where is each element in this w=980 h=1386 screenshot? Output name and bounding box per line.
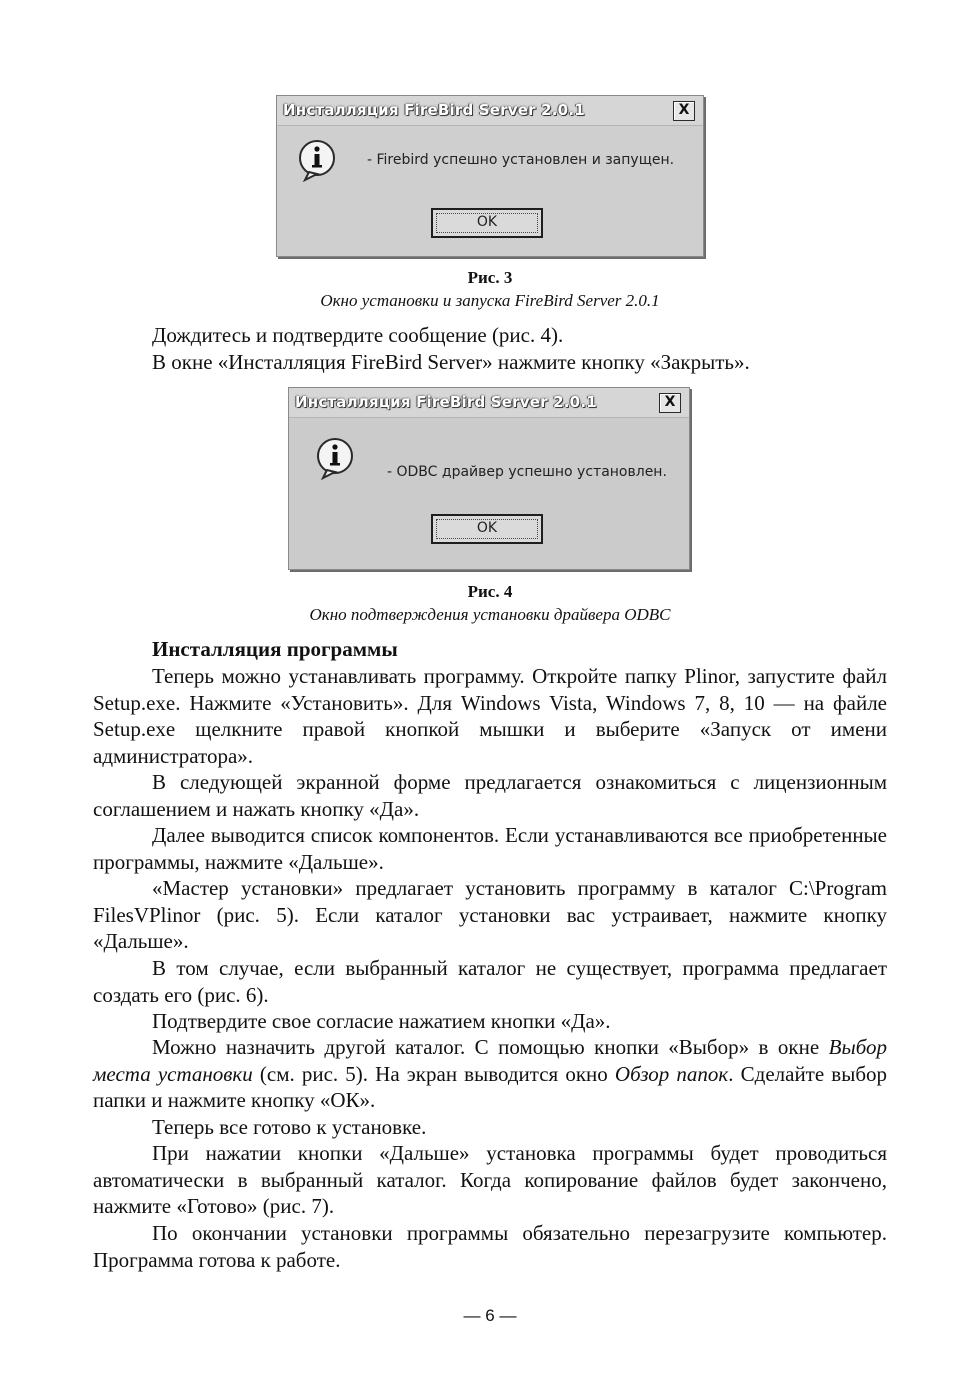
figure-4-caption: Окно подтверждения установки драйвера ODBC: [309, 605, 671, 624]
instruction-line-2: В окне «Инсталляция FireBird Server» нажмите кнопку «Закрыть».: [152, 350, 750, 374]
paragraph-2: В следующей экранной форме предлагается ознакомиться с лицензионным соглашением и нажать кнопку «Да».: [93, 770, 887, 821]
dialog-title: Инсталляция FireBird Server 2.0.1: [283, 101, 585, 119]
paragraph-3: Далее выводится список компонентов. Если устанавливаются все приобретенные программы, нажмите «Дальше».: [93, 823, 887, 874]
paragraph-7: [93, 1034, 887, 1114]
paragraph-7-emphasis-1: Выбор места установки: [93, 1035, 887, 1086]
paragraph-5: В том случае, если выбранный каталог не существует, программа предлагает создать его (рис. 6).: [93, 956, 887, 1007]
paragraph-7-part-a: Можно назначить другой каталог. С помощью кнопки «Выбор» в окне: [152, 1035, 829, 1059]
paragraph-6: Подтвердите свое согласие нажатием кнопки «Да».: [152, 1009, 611, 1033]
close-button[interactable]: X: [673, 101, 695, 121]
paragraph-10: По окончании установки программы обязательно перезагрузите компьютер. Программа готова к работе.: [93, 1221, 887, 1272]
dialog-figure-4: [288, 387, 690, 570]
dialog-title: Инсталляция FireBird Server 2.0.1: [295, 393, 597, 411]
paragraph-9: При нажатии кнопки «Дальше» установка программы будет проводиться автоматически в выбранный каталог. Когда копирование файлов будет закончено, нажмите «Готово» (рис. 7).: [93, 1141, 887, 1218]
dialog-titlebar: [289, 388, 689, 418]
page-number: — 6 —: [463, 1306, 517, 1325]
figure-3-caption: Окно установки и запуска FireBird Server 2.0.1: [320, 291, 660, 310]
ok-button[interactable]: OK: [431, 208, 543, 238]
paragraph-1: Теперь можно устанавливать программу. Откройте папку Plinor, запустите файл Setup.exe. Нажмите «Установить». Для Windows Vista, Windows 7, 8, 10 — на файле Setup.exe щелкните правой кнопкой мышки и выберите «Запуск от имени администратора».: [93, 664, 887, 768]
section-heading: Инсталляция программы: [152, 637, 398, 661]
info-icon: [295, 138, 339, 182]
paragraph-4: «Мастер установки» предлагает установить программу в каталог C:\Program FilesVPlinor (рис. 5). Если каталог установки вас устраивает, нажмите кнопку «Дальше».: [93, 876, 887, 953]
figure-4-number: Рис. 4: [467, 582, 513, 601]
info-icon: [313, 436, 357, 480]
close-button[interactable]: X: [659, 393, 681, 413]
paragraph-8: Теперь все готово к установке.: [152, 1115, 427, 1139]
ok-button[interactable]: OK: [431, 514, 543, 544]
dialog-figure-3: [276, 95, 704, 257]
instruction-line-1: Дождитесь и подтвердите сообщение (рис. 4).: [152, 323, 564, 347]
dialog-message: - Firebird успешно установлен и запущен.: [367, 152, 675, 168]
dialog-message: - ODBC драйвер успешно установлен.: [387, 464, 667, 480]
dialog-titlebar: [277, 96, 703, 126]
paragraph-7-part-b: (см. рис. 5). На экран выводится окно: [252, 1061, 615, 1086]
paragraph-7-emphasis-2: Обзор папок: [614, 1061, 729, 1086]
figure-3-number: Рис. 3: [467, 268, 513, 287]
paragraph-7-part-c: . Сделайте выбор папки и нажмите кнопку «ОК».: [93, 1061, 888, 1112]
